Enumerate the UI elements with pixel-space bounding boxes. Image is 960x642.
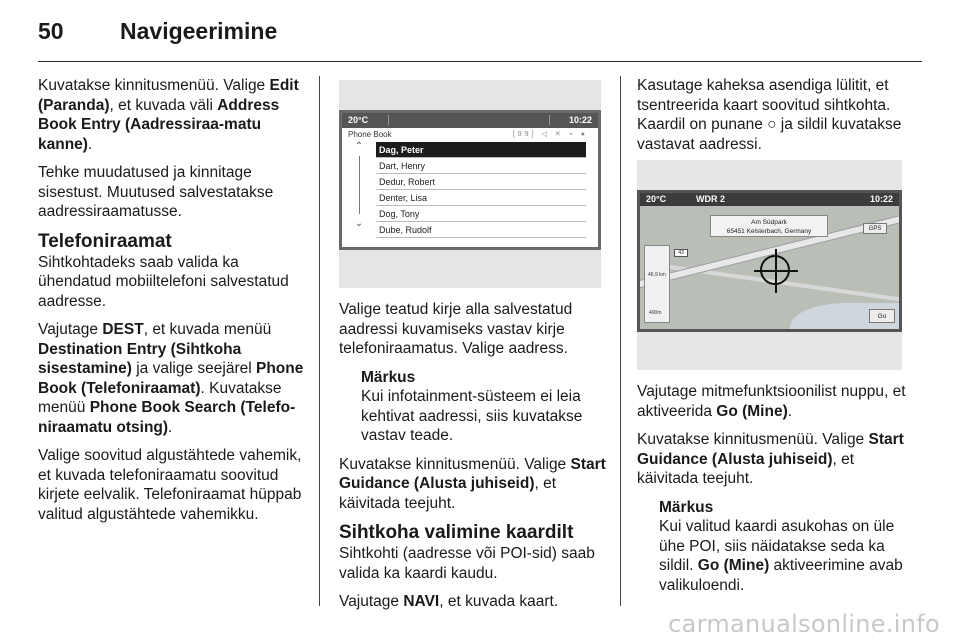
- menu-term-edit: Edit (Paranda): [38, 77, 299, 114]
- watermark: carmanualsonline.info: [668, 610, 940, 638]
- note-text: Kui infotainment-süsteem ei leia kehtivat aadressi, siis kuvatakse vastav teade.: [361, 388, 583, 444]
- note-text: aktiveerimine avab valikuloendi.: [659, 557, 903, 594]
- column-2: [339, 300, 607, 621]
- phonebook-entry[interactable]: Dedur, Robert: [376, 174, 586, 190]
- page-number: 50: [38, 18, 64, 44]
- note-title: Märkus: [361, 368, 416, 386]
- text: Kuvatakse kinnitusmenüü. Valige: [38, 77, 270, 94]
- phonebook-title: Phone Book: [348, 130, 392, 139]
- text: Kuvatakse kinnitusmenüü. Valige: [637, 431, 869, 448]
- map-side-panel: [644, 245, 670, 323]
- phonebook-figure: [339, 80, 601, 288]
- phonebook-screen: [339, 110, 601, 250]
- distance-readout: 46,9 km: [648, 272, 666, 278]
- menu-term-go: Go (Mine): [716, 402, 788, 420]
- menu-term-start-guidance: Start Guidance (Alusta juhiseid): [339, 455, 606, 492]
- menu-term-start-guidance: Start Guidance (Alusta juhiseid): [637, 431, 904, 468]
- phonebook-entry[interactable]: Dag, Peter: [376, 142, 586, 158]
- page-header: [38, 16, 922, 62]
- paragraph-go: [637, 382, 907, 421]
- heading-map-select: Sihtkoha valimine kaardilt: [339, 522, 574, 543]
- paragraph-select-range: Valige soovitud algustähtede vahemik, et kuvada telefoniraamatu soovitud kirjete eelvalik. Telefoniraamat hüppab valitud algustähtede vahemikku.: [38, 447, 302, 523]
- crosshair-icon: [760, 255, 790, 285]
- text: .: [87, 135, 93, 153]
- text: Vajutage mitmefunktsioonilist nuppu, et aktiveerida: [637, 383, 906, 420]
- status-divider: [388, 115, 389, 125]
- paragraph-confirm: Tehke muudatused ja kinnitage sisestust. Muutused salvestatakse aadressiraamatusse.: [38, 164, 274, 220]
- paragraph-dest: [38, 320, 306, 437]
- go-button[interactable]: Go: [869, 309, 895, 323]
- road-shield: 43: [674, 249, 688, 257]
- subheading-phonebook: Sihtkohtadeks saab valida ka ühendatud mobiiltelefoni salvestatud aadresse.: [38, 253, 289, 310]
- address-street: Am Südpark: [751, 219, 787, 226]
- menu-term-destination-entry: Destination Entry (Sihtkoha sisestamine): [38, 340, 242, 377]
- paragraph-center-map: Kasutage kaheksa asendiga lülitit, et tsentreerida kaart soovitud sihtkohta. Kaardil on punane ○ ja sildil kuvatakse vastavat aadressi.: [637, 77, 902, 153]
- menu-term-address-book-entry: Address Book Entry (Aadressiraa-matu kanne): [38, 96, 280, 153]
- scroll-down-icon[interactable]: ⌄: [354, 218, 364, 229]
- chapter-title: Navigeerimine: [120, 18, 278, 44]
- note-box: [637, 498, 907, 596]
- menu-term-go: Go (Mine): [697, 557, 770, 574]
- temperature: 20°C: [646, 194, 667, 204]
- clock: 10:22: [568, 115, 592, 125]
- status-bar: [342, 113, 598, 128]
- map-screen: [637, 190, 902, 332]
- phonebook-entry[interactable]: Denter, Lisa: [376, 190, 586, 206]
- temperature: 20°C: [348, 115, 369, 125]
- menu-term-phone-book-search: Phone Book Search (Telefo-niraamatu otsing): [38, 399, 296, 436]
- column-3-lower: [637, 382, 907, 604]
- text: , et kuvada menüü: [143, 321, 272, 338]
- text: , et kuvada väli: [109, 96, 218, 114]
- scroll-track: [359, 156, 360, 214]
- gps-button[interactable]: GPS: [863, 223, 887, 234]
- note-title: Märkus: [659, 498, 714, 516]
- phonebook-entry[interactable]: Dog, Tony: [376, 206, 586, 222]
- paragraph-select-entry: Valige teatud kirje alla salvestatud aadressi kuvamiseks vastav kirje telefoniraamatus. Valige aadress.: [339, 301, 573, 357]
- text: , et käivitada teejuht.: [637, 450, 855, 487]
- column-divider-2: [620, 76, 621, 606]
- clock: 10:22: [869, 194, 893, 204]
- text: .: [168, 418, 173, 436]
- text: . Kuvatakse menüü: [38, 379, 282, 416]
- phonebook-entry[interactable]: Dart, Henry: [376, 158, 586, 174]
- text: ja valige seejärel: [131, 360, 256, 377]
- scroll-up-icon[interactable]: ⌃: [354, 141, 364, 152]
- note-box: [339, 368, 607, 446]
- text: Vajutage: [339, 593, 404, 610]
- status-bar: [640, 193, 899, 206]
- note-text: Kui valitud kaardi asukohas on üle ühe POI, siis näidatakse seda ka sildil.: [659, 518, 895, 574]
- text: , et käivitada teejuht.: [339, 475, 557, 512]
- column-1: [38, 76, 306, 533]
- phonebook-list: [376, 142, 586, 238]
- paragraph-navi: [339, 592, 607, 612]
- text: .: [787, 402, 793, 420]
- column-3: [637, 76, 907, 163]
- scrollbar[interactable]: [352, 141, 366, 241]
- phone-status-icons: [99] ◁ ✕ ⌁ ●: [512, 131, 588, 138]
- paragraph-edit: [38, 76, 306, 154]
- address-label: [710, 215, 828, 237]
- text: , et kuvada kaart.: [439, 593, 559, 610]
- text: Vajutage: [38, 321, 103, 338]
- paragraph-start-guidance: [339, 455, 607, 514]
- paragraph-start-guidance: [637, 430, 907, 489]
- subheading-map-select: Sihtkohti (aadresse või POI-sid) saab valida ka kaardi kaudu.: [339, 545, 595, 582]
- button-term-navi: NAVI: [403, 593, 440, 610]
- status-divider: [549, 115, 550, 125]
- address-city: 65451 Kelsterbach, Germany: [726, 228, 812, 235]
- heading-phonebook: Telefoniraamat: [38, 230, 172, 252]
- phonebook-entry[interactable]: Dube, Rudolf: [376, 222, 586, 238]
- scale-readout: 400m: [649, 310, 662, 316]
- radio-station: WDR 2: [696, 194, 725, 204]
- column-divider-1: [319, 76, 320, 606]
- text: Kuvatakse kinnitusmenüü. Valige: [339, 455, 571, 473]
- button-term-dest: DEST: [102, 321, 144, 338]
- map-figure: [637, 160, 902, 370]
- menu-term-phone-book: Phone Book (Telefoniraamat): [38, 360, 304, 397]
